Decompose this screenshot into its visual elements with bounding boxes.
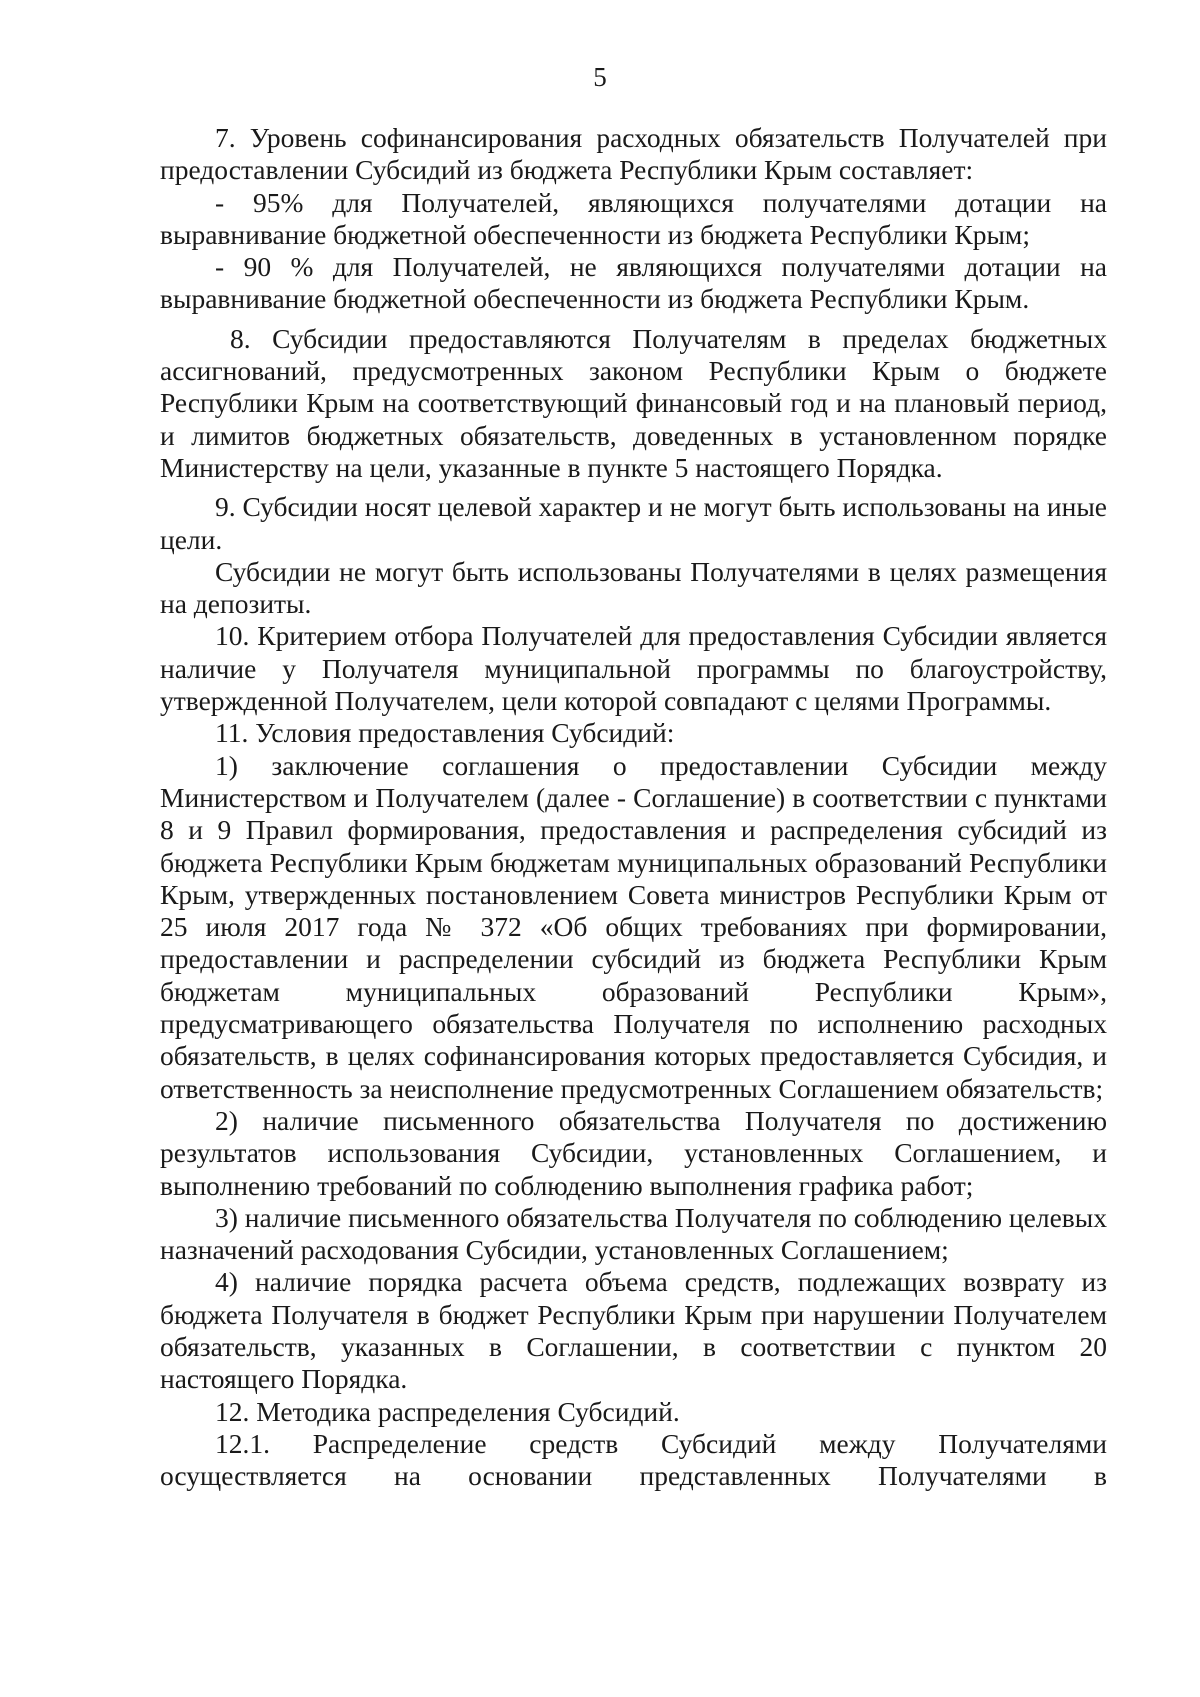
paragraph-11-item-2: 2) наличие письменного обязательства Получателя по достижению результатов использования Субсидии, установленных Соглашением, и выполнению требований по соблюдению выполнения графика работ; <box>160 1104 1107 1201</box>
paragraph-9-continuation: Субсидии не могут быть использованы Получателями в целях размещения на депозиты. <box>160 555 1107 620</box>
paragraph-9: 9. Субсидии носят целевой характер и не могут быть использованы на иные цели. <box>160 491 1107 555</box>
paragraph-10: 10. Критерием отбора Получателей для предоставления Субсидии является наличие у Получателя муниципальной программы по благоустройству, утвержденной Получателем, цели которой совпадают с целями Программы. <box>160 620 1107 717</box>
paragraph-11-item-4: 4) наличие порядка расчета объема средств, подлежащих возврату из бюджета Получателя в бюджет Республики Крым при нарушении Получателем обязательств, указанных в Соглашении, в соответствии с пунктом 20 настоящего Порядка. <box>160 1266 1107 1395</box>
paragraph-12-1: 12.1. Распределение средств Субсидий между Получателями осуществляется на основании представленных Получателями в <box>160 1427 1107 1492</box>
paragraph-7-item-90: - 90 % для Получателей, не являющихся получателями дотации на выравнивание бюджетной обеспеченности из бюджета Республики Крым. <box>160 251 1107 315</box>
paragraph-8: 8. Субсидии предоставляются Получателям в пределах бюджетных ассигнований, предусмотренных законом Республики Крым о бюджете Республики Крым на соответствующий финансовый год и на плановый период, и лимитов бюджетных обязательств, доведенных в установленном порядке Министерству на цели, указанные в пункте 5 настоящего Порядка. <box>160 322 1107 483</box>
paragraph-11-item-1: 1) заключение соглашения о предоставлении Субсидии между Министерством и Получателем (далее - Соглашение) в соответствии с пунктами 8 и 9 Правил формирования, предоставления и распределения субсидий из бюджета Республики Крым бюджетам муниципальных образований Республики Крым, утвержденных постановлением Совета министров Республики Крым от 25 июля 2017 года № 372 «Об общих требованиях при формировании, предоставлении и распределении субсидий из бюджета Республики Крым бюджетам муниципальных образований Республики Крым», предусматривающего обязательства Получателя по исполнению расходных обязательств, в целях софинансирования которых предоставляется Субсидия, и ответственность за неисполнение предусмотренных Соглашением обязательств; <box>160 749 1107 1104</box>
paragraph-7-item-95: - 95% для Получателей, являющихся получателями дотации на выравнивание бюджетной обеспеченности из бюджета Республики Крым; <box>160 186 1107 250</box>
page-number: 5 <box>593 62 607 92</box>
document-body <box>160 122 1107 1492</box>
paragraph-12: 12. Методика распределения Субсидий. <box>215 1395 680 1427</box>
paragraph-11: 11. Условия предоставления Субсидий: <box>215 717 675 749</box>
paragraph-11-item-3: 3) наличие письменного обязательства Получателя по соблюдению целевых назначений расходования Субсидии, установленных Соглашением; <box>160 1201 1107 1266</box>
paragraph-7: 7. Уровень софинансирования расходных обязательств Получателей при предоставлении Субсидий из бюджета Республики Крым составляет: <box>160 122 1107 186</box>
